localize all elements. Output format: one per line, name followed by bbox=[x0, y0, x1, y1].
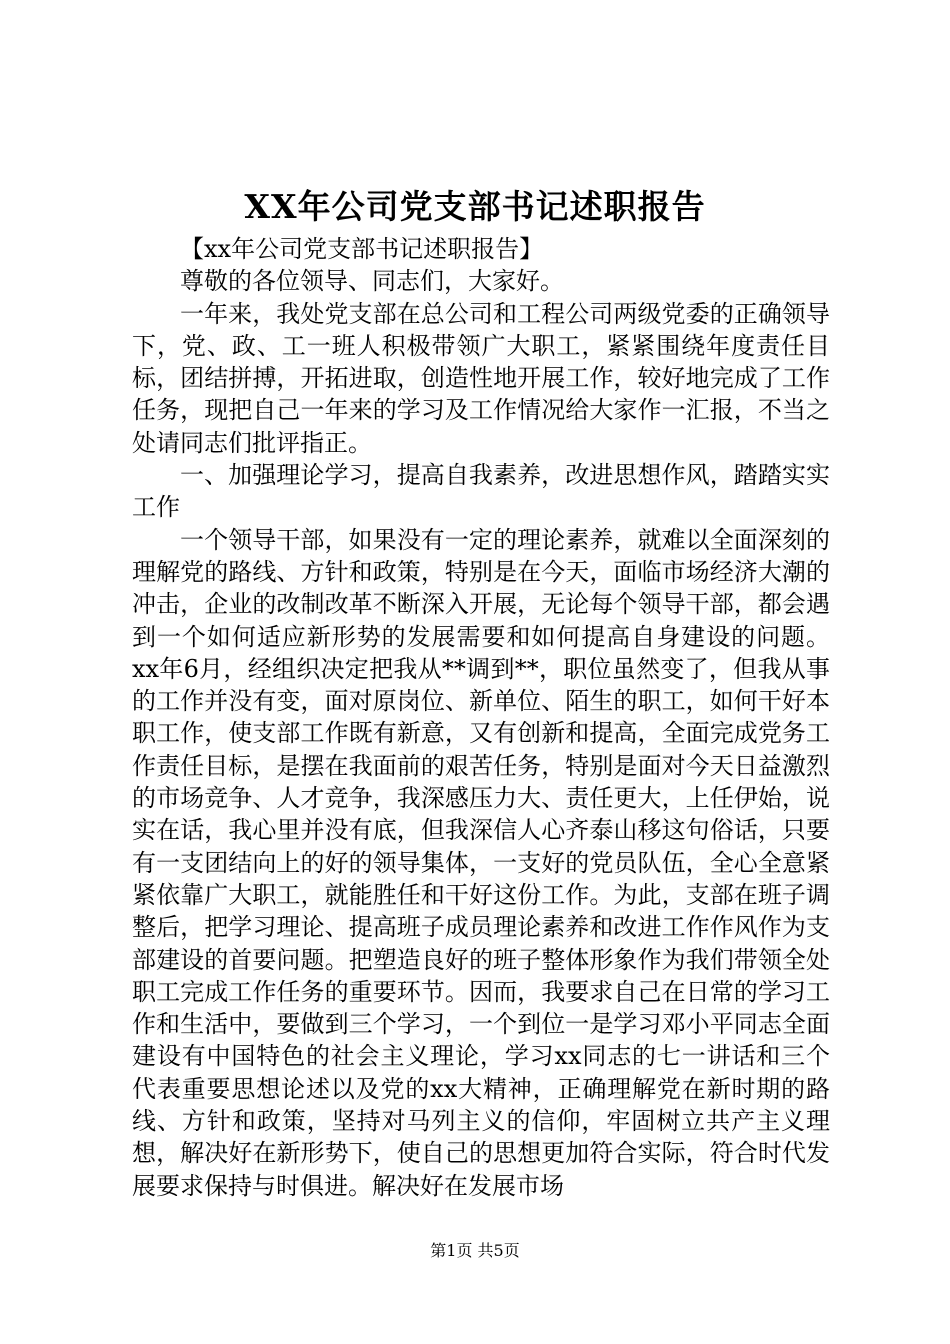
paragraph-body: 一个领导干部，如果没有一定的理论素养，就难以全面深刻的理解党的路线、方针和政策，特别是在今天，面临市场经济大潮的冲击，企业的改制改革不断深入开展，无论每个领导干部，都会遇到一个如何适应新形势的发展需要和如何提高自身建设的问题。xx年6月，经组织决定把我从**调到**，职位虽然变了，但我从事的工作并没有变，面对原岗位、新单位、陌生的职工，如何干好本职工作，使支部工作既有新意，又有创新和提高，全面完成党务工作责任目标，是摆在我面前的艰苦任务，特别是面对今天日益激烈的市场竞争、人才竞争，我深感压力大、责任更大，上任伊始，说实在话，我心里并没有底，但我深信人心齐泰山移这句俗话，只要有一支团结向上的好的领导集体，一支好的党员队伍，全心全意紧紧依靠广大职工，就能胜任和干好这份工作。为此，支部在班子调整后，把学习理论、提高班子成员理论素养和改进工作作风作为支部建设的首要问题。把塑造良好的班子整体形象作为我们带领全处职工完成工作任务的重要环节。因而，我要求自己在日常的学习工作和生活中，要做到三个学习，一个到位一是学习邓小平同志全面建设有中国特色的社会主义理论，学习xx同志的七一讲话和三个代表重要思想论述以及党的xx大精神，正确理解党在新时期的路线、方针和政策，坚持对马列主义的信仰，牢固树立共产主义理想，解决好在新形势下，使自己的思想更加符合实际，符合时代发展要求保持与时俱进。解决好在发展市场 bbox=[132, 525, 830, 1200]
section-heading: 一、加强理论学习，提高自我素养，改进思想作风，踏踏实实工作 bbox=[132, 461, 830, 522]
document-title: XX年公司党支部书记述职报告 bbox=[244, 187, 706, 226]
document-body bbox=[132, 233, 830, 1202]
paragraph-subtitle: 【xx年公司党支部书记述职报告】 bbox=[180, 235, 544, 263]
paragraph-intro: 一年来，我处党支部在总公司和工程公司两级党委的正确领导下，党、政、工一班人积极带领广大职工，紧紧围绕年度责任目标，团结拼搏，开拓进取，创造性地开展工作，较好地完成了工作任务，现把自己一年来的学习及工作情况给大家作一汇报，不当之处请同志们批评指正。 bbox=[132, 299, 830, 457]
paragraph-greeting: 尊敬的各位领导、同志们，大家好。 bbox=[180, 267, 564, 296]
page-footer: 第1页 共5页 bbox=[430, 1241, 520, 1260]
